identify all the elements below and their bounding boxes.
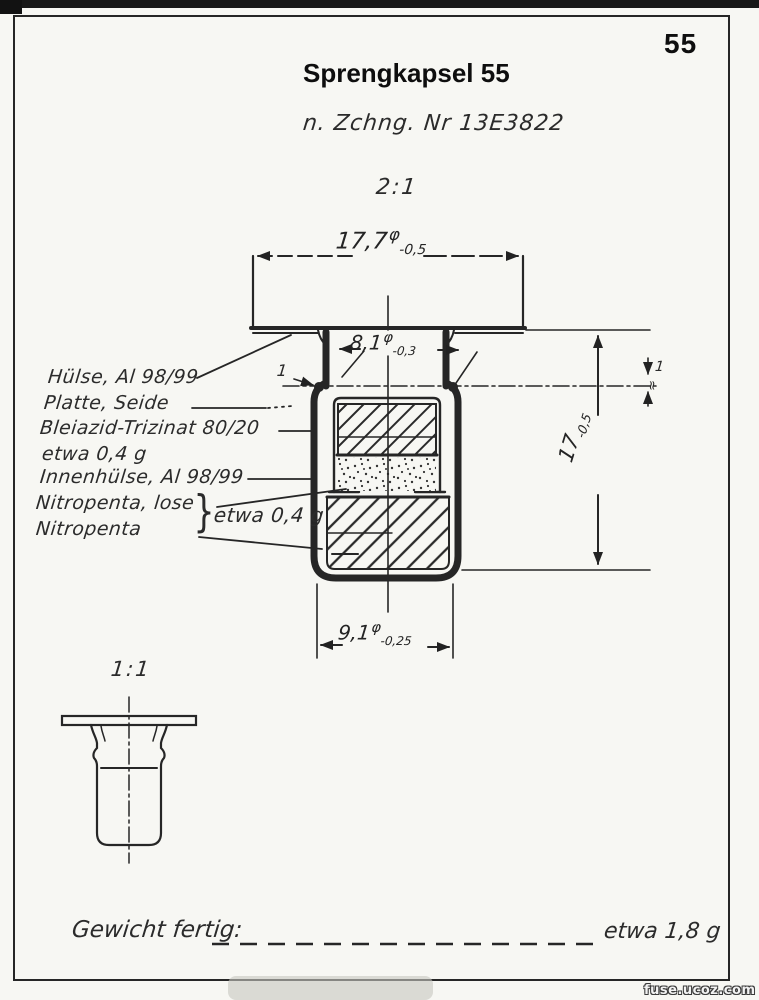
- dimension-tolerance: -0,5: [573, 411, 595, 441]
- dimension-tolerance: -0,3: [391, 343, 417, 358]
- dimension-body-diameter: [337, 620, 414, 648]
- weight-value: etwa 1,8 g: [602, 919, 722, 944]
- drawing-number: n. Zchng. Nr 13E3822: [301, 111, 566, 136]
- label-platte-seide: Platte, Seide: [42, 392, 171, 414]
- dimension-neck-inner-diameter: [349, 330, 419, 358]
- label-nitropenta-amount: etwa 0,4 g: [212, 503, 326, 527]
- diameter-symbol: φ: [382, 330, 394, 346]
- scale-label-small: 1:1: [109, 657, 153, 681]
- label-nitropenta: Nitropenta: [34, 518, 143, 540]
- dimension-tolerance: -0,5: [398, 242, 427, 259]
- small-side-view: [62, 697, 196, 863]
- label-brace: }: [193, 486, 215, 537]
- label-bleiazid-amount: etwa 0,4 g: [40, 443, 148, 465]
- scale-label-main: 2:1: [374, 175, 419, 200]
- plate-thickness-value: 1: [654, 359, 665, 375]
- dimension-flange-diameter: [334, 225, 429, 258]
- label-huelse: Hülse, Al 98/99: [46, 366, 200, 388]
- page-title: Sprengkapsel 55: [303, 58, 510, 88]
- diameter-symbol: φ: [370, 620, 382, 636]
- dimension-value: 9,1: [336, 620, 372, 645]
- dimension-value: 8,1: [348, 330, 384, 355]
- label-innenhuelse: Innenhülse, Al 98/99: [38, 466, 245, 488]
- page-number: 55: [664, 28, 698, 59]
- dimension-tolerance: -0,25: [379, 633, 413, 648]
- wall-thickness-marker: 1: [276, 361, 289, 380]
- dimension-value: 17: [553, 430, 584, 466]
- label-bleiazid-trizinat: Bleiazid-Trizinat 80/20: [38, 417, 261, 439]
- approx-symbol: ≈: [643, 380, 659, 391]
- watermark: fuse.ucoz.com: [644, 983, 756, 998]
- label-nitropenta-lose: Nitropenta, lose: [34, 492, 196, 514]
- diameter-symbol: φ: [387, 225, 401, 244]
- dimension-value: 17,7: [334, 228, 389, 255]
- weight-label: Gewicht fertig:: [70, 917, 244, 943]
- main-section-view: [192, 256, 656, 658]
